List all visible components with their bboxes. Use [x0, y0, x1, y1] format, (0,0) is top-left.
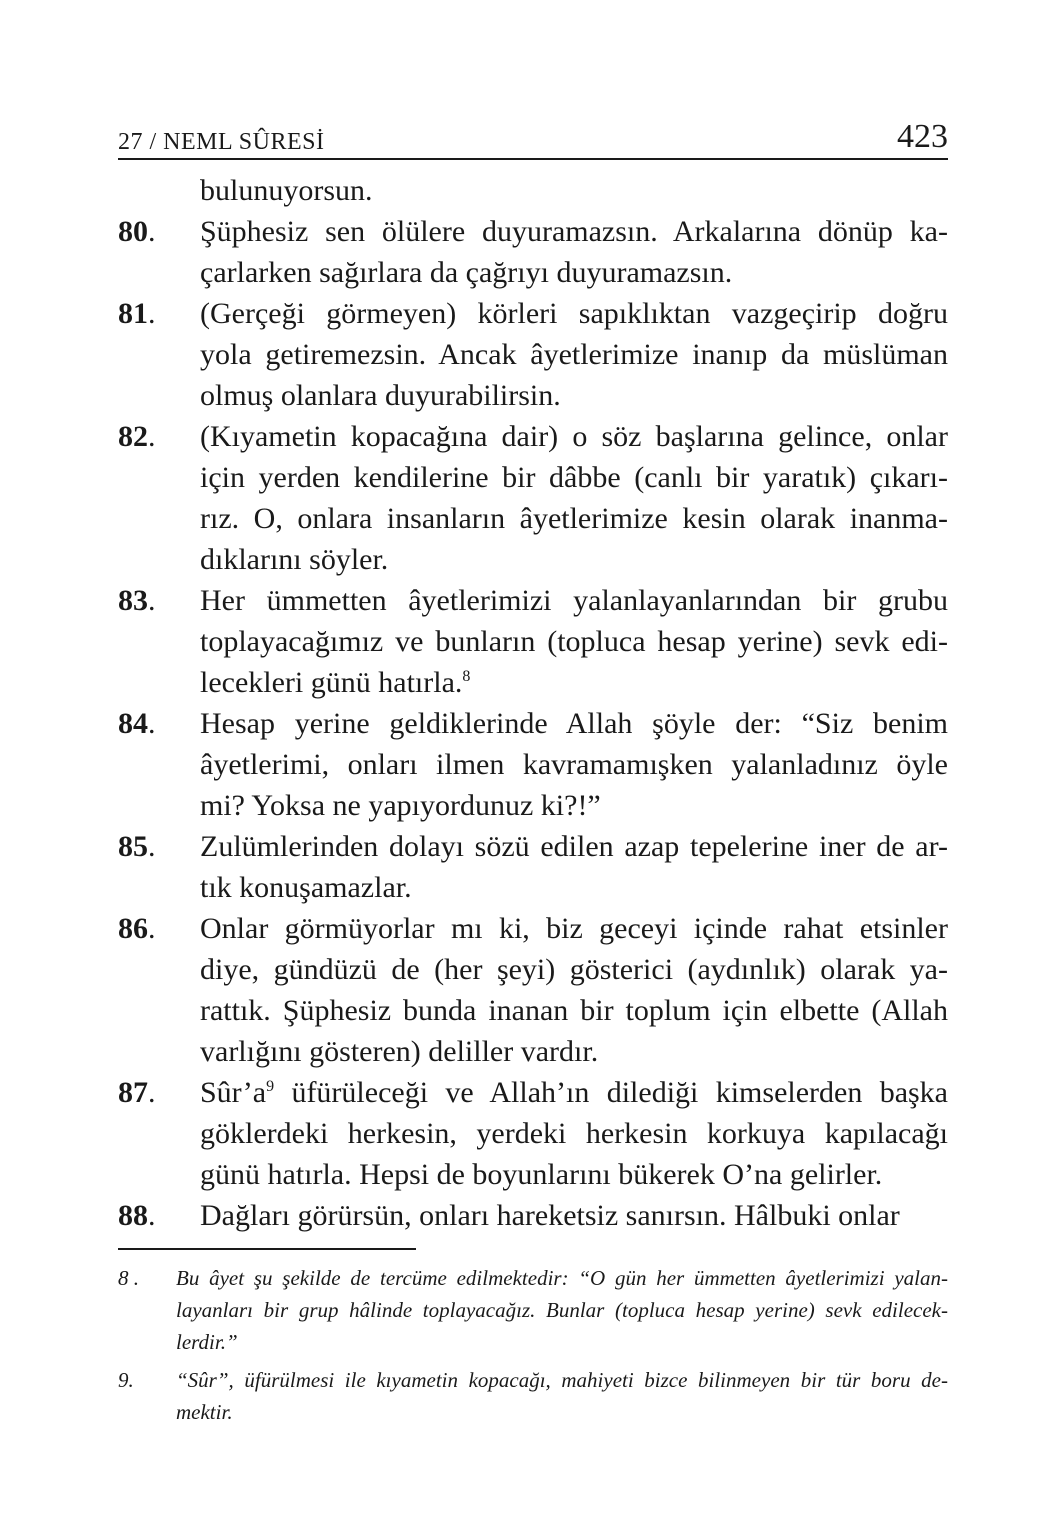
verse-number-value: 85: [118, 830, 148, 863]
verse-number: 86.: [118, 912, 156, 945]
verse-text: [200, 416, 948, 580]
verse-line: (Kıyametin kopacağına dair) o söz başlarına gelince, onlar: [200, 420, 948, 453]
verse-line: Hesap yerine geldiklerinde Allah şöyle der: “Siz benim: [200, 707, 948, 740]
verse-line: rattık. Şüphesiz bunda inanan bir toplum için elbette (Allah: [200, 994, 948, 1027]
footnote-reference[interactable]: 8: [462, 668, 471, 685]
verse-line: günü hatırla. Hepsi de boyunlarını bükerek O’na gelirler.: [200, 1158, 883, 1191]
verse-line: olmuş olanlara duyurabilirsin.: [200, 379, 561, 412]
page-number: 423: [897, 118, 948, 155]
verse-line: varlığını gösteren) deliller vardır.: [200, 1035, 599, 1068]
verse-line: Şüphesiz sen ölülere duyuramazsın. Arkalarına dönüp ka-: [200, 215, 948, 248]
verse-81: [118, 293, 948, 416]
verse-line: mi? Yoksa ne yapıyordunuz ki?!”: [200, 789, 601, 822]
footnote-number: 8 .: [118, 1266, 139, 1290]
verse-text: [200, 1072, 948, 1195]
verse-number: 81.: [118, 297, 156, 330]
footnote: [118, 1262, 948, 1358]
verse-text: [200, 826, 948, 908]
verse-line: yola getiremezsin. Ancak âyetlerimize inanıp da müslüman: [200, 338, 948, 371]
verse-text: [200, 703, 948, 826]
verse-line: dıklarını söyler.: [200, 543, 389, 576]
verse-84: [118, 703, 948, 826]
verse-line: lecekleri günü hatırla.$^8$: [200, 666, 471, 699]
footnote: [118, 1364, 948, 1428]
verse-number-value: 83: [118, 584, 148, 617]
footnote-line: mektir.: [176, 1400, 233, 1424]
verse-number: 84.: [118, 707, 156, 740]
verse-number: 80.: [118, 215, 156, 248]
footnote-reference[interactable]: 9: [266, 1078, 275, 1095]
verse-text: [200, 908, 948, 1072]
verse-line: Dağları görürsün, onları hareketsiz sanırsın. Hâlbuki onlar: [200, 1199, 900, 1232]
verse-line: tık konuşamazlar.: [200, 871, 412, 904]
chapter-title: 27 / NEML SÛRESİ: [118, 129, 325, 155]
verse-line: rız. O, onlara insanların âyetlerimize kesin olarak inanma-: [200, 502, 948, 535]
verse-number-value: 82: [118, 420, 148, 453]
verse-line: çarlarken sağırlara da çağrıyı duyuramazsın.: [200, 256, 733, 289]
verse-number-value: 84: [118, 707, 148, 740]
verse-line: Her ümmetten âyetlerimizi yalanlayanlarından bir grubu: [200, 584, 948, 617]
verse-number: 88.: [118, 1199, 156, 1232]
verse-line: Onlar görmüyorlar mı ki, biz geceyi içinde rahat etsinler: [200, 912, 948, 945]
verse-87: [118, 1072, 948, 1195]
verse-number: 83.: [118, 584, 156, 617]
verse-88: [118, 1195, 948, 1236]
verse-number-value: 88: [118, 1199, 148, 1232]
footnotes-block: [118, 1262, 948, 1434]
verse-line: âyetlerimi, onları ilmen kavramamışken yalanladınız öyle: [200, 748, 948, 781]
verse-number-value: 86: [118, 912, 148, 945]
verse-line: (Gerçeği görmeyen) körleri sapıklıktan vazgeçirip doğru: [200, 297, 948, 330]
footnote-line: layanları bir grup hâlinde toplayacağız. Bunlar (topluca hesap yerine) sevk edilecek-: [176, 1298, 948, 1322]
footnote-number: 9.: [118, 1368, 134, 1392]
verse-number: 85.: [118, 830, 156, 863]
verse-number: 82.: [118, 420, 156, 453]
verse-85: [118, 826, 948, 908]
verse-line: göklerdeki herkesin, yerdeki herkesin korkuya kapılacağı: [200, 1117, 948, 1150]
verse-text-block: [118, 170, 948, 1236]
verse-number-value: 80: [118, 215, 148, 248]
footnote-separator: [118, 1248, 416, 1250]
verse-83: [118, 580, 948, 703]
verse-text: [200, 293, 948, 416]
footnote-text: [176, 1364, 948, 1428]
verse-line: toplayacağımız ve bunların (topluca hesap yerine) sevk edi-: [200, 625, 948, 658]
verse-text: [200, 211, 948, 293]
verse-line-prefix: Sûr’a: [200, 1076, 267, 1109]
footnote-line: “Sûr”, üfürülmesi ile kıyametin kopacağı, mahiyeti bizce bilinmeyen bir tür boru de-: [176, 1368, 948, 1392]
verse-line: Zulümlerinden dolayı sözü edilen azap tepelerine iner de ar-: [200, 830, 948, 863]
verse-number-value: 81: [118, 297, 148, 330]
verse-line: diye, gündüzü de (her şeyi) gösterici (aydınlık) olarak ya-: [200, 953, 948, 986]
verse-86: [118, 908, 948, 1072]
footnote-line: lerdir.”: [176, 1330, 238, 1354]
verse-text: [200, 1195, 948, 1236]
running-header: [118, 112, 948, 160]
verse-80: [118, 211, 948, 293]
verse-82: [118, 416, 948, 580]
verse-number-value: 87: [118, 1076, 148, 1109]
verse-line: $Sûr’a^9$ üfürüleceği ve Allah’ın dilediği kimselerden başka: [200, 1076, 948, 1109]
verse-text: [200, 580, 948, 703]
footnote-text: [176, 1262, 948, 1358]
verse-line: için yerden kendilerine bir dâbbe (canlı bir yaratık) çıkarı-: [200, 461, 948, 494]
verse-number: 87.: [118, 1076, 156, 1109]
footnote-line: Bu âyet şu şekilde de tercüme edilmektedir: “O gün her ümmetten âyetlerimizi yalan-: [176, 1266, 948, 1290]
continued-line: bulunuyorsun.: [200, 174, 373, 207]
